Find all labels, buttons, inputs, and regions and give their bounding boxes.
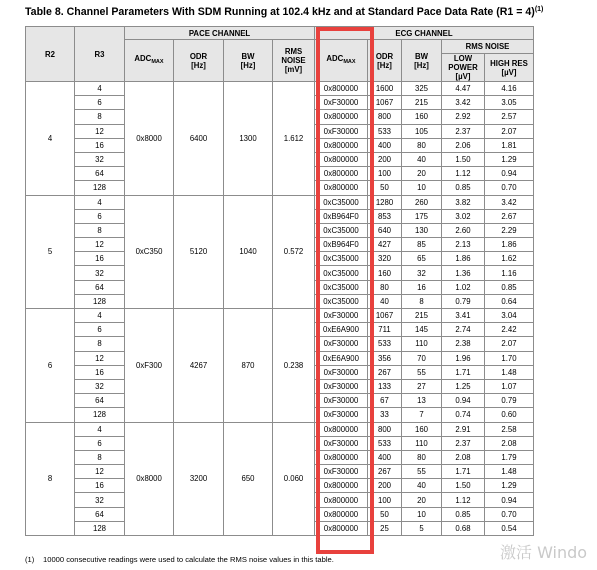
ecg-adc-cell: 0xF30000	[315, 337, 368, 351]
ecg-bw-cell: 215	[402, 96, 442, 110]
ecg-bw-cell: 55	[402, 465, 442, 479]
ecg-odr-cell: 25	[368, 521, 402, 535]
ecg-bw-cell: 10	[402, 507, 442, 521]
header-ecg-odr: ODR [Hz]	[368, 40, 402, 82]
pace-rms-noise-cell: 0.572	[273, 195, 315, 309]
footnote-number: (1)	[25, 555, 35, 564]
ecg-adc-cell: 0x800000	[315, 450, 368, 464]
pace-bw-cell: 1040	[224, 195, 273, 309]
pace-bw-cell: 650	[224, 422, 273, 536]
ecg-adc-cell: 0xC35000	[315, 223, 368, 237]
low-power-noise-cell: 0.85	[442, 507, 485, 521]
low-power-noise-cell: 2.38	[442, 337, 485, 351]
pace-odr-cell: 6400	[174, 82, 224, 196]
low-power-noise-cell: 1.86	[442, 252, 485, 266]
low-power-noise-cell: 2.91	[442, 422, 485, 436]
ecg-adc-cell: 0x800000	[315, 181, 368, 195]
low-power-noise-cell: 0.74	[442, 408, 485, 422]
r3-cell: 32	[75, 266, 125, 280]
r3-cell: 128	[75, 521, 125, 535]
ecg-adc-cell: 0xC35000	[315, 294, 368, 308]
low-power-noise-cell: 3.42	[442, 96, 485, 110]
low-power-noise-cell: 1.25	[442, 379, 485, 393]
ecg-odr-cell: 50	[368, 181, 402, 195]
pace-bw-cell: 870	[224, 309, 273, 423]
r2-cell: 6	[26, 309, 75, 423]
ecg-adc-cell: 0xF30000	[315, 394, 368, 408]
low-power-noise-cell: 2.08	[442, 450, 485, 464]
r3-cell: 32	[75, 152, 125, 166]
ecg-adc-cell: 0x800000	[315, 152, 368, 166]
ecg-adc-cell: 0xC35000	[315, 195, 368, 209]
ecg-adc-cell: 0xF30000	[315, 96, 368, 110]
high-res-noise-cell: 0.70	[485, 181, 534, 195]
high-res-noise-cell: 0.70	[485, 507, 534, 521]
header-r2: R2	[26, 27, 75, 82]
ecg-bw-cell: 80	[402, 450, 442, 464]
high-res-noise-cell: 1.62	[485, 252, 534, 266]
low-power-noise-cell: 2.13	[442, 238, 485, 252]
ecg-bw-cell: 80	[402, 138, 442, 152]
low-power-noise-cell: 1.02	[442, 280, 485, 294]
low-power-noise-cell: 1.12	[442, 493, 485, 507]
header-ecg-adc: $ADC_{MAX}$	[315, 40, 368, 82]
low-power-noise-cell: 0.85	[442, 181, 485, 195]
low-power-noise-cell: 2.37	[442, 436, 485, 450]
high-res-noise-cell: 2.07	[485, 337, 534, 351]
ecg-bw-cell: 145	[402, 323, 442, 337]
header-high-res: HIGH RES [µV]	[485, 54, 534, 82]
pace-rms-noise-cell: 0.060	[273, 422, 315, 536]
ecg-bw-cell: 55	[402, 365, 442, 379]
r3-cell: 4	[75, 422, 125, 436]
ecg-odr-cell: 533	[368, 436, 402, 450]
ecg-odr-cell: 400	[368, 450, 402, 464]
ecg-adc-cell: 0x800000	[315, 110, 368, 124]
r3-cell: 6	[75, 323, 125, 337]
ecg-adc-cell: 0xE6A900	[315, 323, 368, 337]
pace-adc-cell: 0x8000	[125, 422, 174, 536]
pace-rms-noise-cell: 0.238	[273, 309, 315, 423]
pace-adc-cell: 0xC350	[125, 195, 174, 309]
ecg-bw-cell: 16	[402, 280, 442, 294]
r3-cell: 64	[75, 280, 125, 294]
ecg-bw-cell: 160	[402, 110, 442, 124]
ecg-odr-cell: 100	[368, 167, 402, 181]
footnote	[25, 555, 334, 564]
ecg-bw-cell: 20	[402, 493, 442, 507]
low-power-noise-cell: 1.50	[442, 152, 485, 166]
ecg-adc-cell: 0x800000	[315, 507, 368, 521]
ecg-bw-cell: 40	[402, 152, 442, 166]
pace-odr-cell: 5120	[174, 195, 224, 309]
high-res-noise-cell: 3.42	[485, 195, 534, 209]
ecg-bw-cell: 27	[402, 379, 442, 393]
ecg-adc-cell: 0x800000	[315, 422, 368, 436]
ecg-odr-cell: 33	[368, 408, 402, 422]
high-res-noise-cell: 2.07	[485, 124, 534, 138]
header-ecg-bw: BW [Hz]	[402, 40, 442, 82]
ecg-odr-cell: 133	[368, 379, 402, 393]
r3-cell: 32	[75, 493, 125, 507]
ecg-adc-cell: 0xF30000	[315, 436, 368, 450]
low-power-noise-cell: 2.37	[442, 124, 485, 138]
ecg-odr-cell: 427	[368, 238, 402, 252]
ecg-odr-cell: 800	[368, 110, 402, 124]
low-power-noise-cell: 3.82	[442, 195, 485, 209]
ecg-adc-cell: 0x800000	[315, 82, 368, 96]
high-res-noise-cell: 2.29	[485, 223, 534, 237]
low-power-noise-cell: 3.02	[442, 209, 485, 223]
ecg-adc-cell: 0x800000	[315, 479, 368, 493]
pace-odr-cell: 4267	[174, 309, 224, 423]
low-power-noise-cell: 0.68	[442, 521, 485, 535]
windows-activation-watermark: 激活 Windo	[500, 543, 588, 562]
ecg-odr-cell: 1067	[368, 96, 402, 110]
ecg-odr-cell: 200	[368, 152, 402, 166]
low-power-noise-cell: 2.92	[442, 110, 485, 124]
header-pace-odr: ODR [Hz]	[174, 40, 224, 82]
r3-cell: 12	[75, 124, 125, 138]
ecg-adc-cell: 0xC35000	[315, 280, 368, 294]
ecg-odr-cell: 67	[368, 394, 402, 408]
ecg-odr-cell: 533	[368, 124, 402, 138]
ecg-adc-cell: 0xF30000	[315, 379, 368, 393]
high-res-noise-cell: 2.57	[485, 110, 534, 124]
header-pace-adc: $ADC_{MAX}$	[125, 40, 174, 82]
ecg-adc-cell: 0x800000	[315, 167, 368, 181]
r3-cell: 6	[75, 436, 125, 450]
r3-cell: 8	[75, 337, 125, 351]
r3-cell: 12	[75, 465, 125, 479]
low-power-noise-cell: 1.50	[442, 479, 485, 493]
r3-cell: 16	[75, 365, 125, 379]
ecg-adc-cell: 0xF30000	[315, 124, 368, 138]
ecg-odr-cell: 800	[368, 422, 402, 436]
low-power-noise-cell: 1.12	[442, 167, 485, 181]
high-res-noise-cell: 0.54	[485, 521, 534, 535]
r3-cell: 128	[75, 408, 125, 422]
pace-adc-cell: 0xF300	[125, 309, 174, 423]
pace-odr-cell: 3200	[174, 422, 224, 536]
high-res-noise-cell: 0.94	[485, 493, 534, 507]
r2-cell: 5	[26, 195, 75, 309]
low-power-noise-cell: 0.94	[442, 394, 485, 408]
ecg-bw-cell: 175	[402, 209, 442, 223]
r3-cell: 64	[75, 394, 125, 408]
header-pace-bw: BW [Hz]	[224, 40, 273, 82]
ecg-bw-cell: 7	[402, 408, 442, 422]
header-r3: R3	[75, 27, 125, 82]
ecg-bw-cell: 32	[402, 266, 442, 280]
ecg-bw-cell: 20	[402, 167, 442, 181]
low-power-noise-cell: 2.74	[442, 323, 485, 337]
high-res-noise-cell: 1.70	[485, 351, 534, 365]
high-res-noise-cell: 1.86	[485, 238, 534, 252]
ecg-adc-cell: 0xE6A900	[315, 351, 368, 365]
low-power-noise-cell: 1.96	[442, 351, 485, 365]
ecg-odr-cell: 160	[368, 266, 402, 280]
r3-cell: 12	[75, 351, 125, 365]
low-power-noise-cell: 1.71	[442, 365, 485, 379]
table-title-text: Table 8. Channel Parameters With SDM Running at 102.4 kHz and at Standard Pace Data Rate (R1 = 4)	[25, 6, 535, 18]
pace-adc-cell: 0x8000	[125, 82, 174, 196]
high-res-noise-cell: 2.67	[485, 209, 534, 223]
header-rms-noise-group: RMS NOISE	[442, 40, 534, 54]
ecg-bw-cell: 65	[402, 252, 442, 266]
r3-cell: 16	[75, 138, 125, 152]
ecg-odr-cell: 80	[368, 280, 402, 294]
ecg-odr-cell: 400	[368, 138, 402, 152]
table-row	[26, 82, 534, 96]
high-res-noise-cell: 0.60	[485, 408, 534, 422]
low-power-noise-cell: 1.71	[442, 465, 485, 479]
ecg-adc-cell: 0x800000	[315, 138, 368, 152]
ecg-odr-cell: 640	[368, 223, 402, 237]
channel-parameters-table	[25, 26, 534, 536]
ecg-bw-cell: 105	[402, 124, 442, 138]
r3-cell: 8	[75, 223, 125, 237]
header-low-power: LOW POWER [µV]	[442, 54, 485, 82]
high-res-noise-cell: 2.58	[485, 422, 534, 436]
ecg-bw-cell: 110	[402, 436, 442, 450]
ecg-odr-cell: 1600	[368, 82, 402, 96]
ecg-adc-cell: 0xF30000	[315, 465, 368, 479]
high-res-noise-cell: 3.05	[485, 96, 534, 110]
r3-cell: 128	[75, 294, 125, 308]
ecg-bw-cell: 260	[402, 195, 442, 209]
r3-cell: 4	[75, 309, 125, 323]
low-power-noise-cell: 1.36	[442, 266, 485, 280]
high-res-noise-cell: 3.04	[485, 309, 534, 323]
ecg-odr-cell: 853	[368, 209, 402, 223]
title-footnote-mark: (1)	[534, 6, 544, 13]
ecg-bw-cell: 70	[402, 351, 442, 365]
footnote-text: 10000 consecutive readings were used to calculate the RMS noise values in this table.	[43, 555, 334, 564]
ecg-bw-cell: 10	[402, 181, 442, 195]
r3-cell: 6	[75, 96, 125, 110]
ecg-odr-cell: 1067	[368, 309, 402, 323]
low-power-noise-cell: 2.60	[442, 223, 485, 237]
high-res-noise-cell: 1.07	[485, 379, 534, 393]
high-res-noise-cell: 1.48	[485, 465, 534, 479]
ecg-adc-cell: 0x800000	[315, 493, 368, 507]
ecg-odr-cell: 711	[368, 323, 402, 337]
table-row	[26, 422, 534, 436]
header-ecg-channel: ECG CHANNEL	[315, 27, 534, 40]
ecg-odr-cell: 50	[368, 507, 402, 521]
ecg-odr-cell: 533	[368, 337, 402, 351]
ecg-bw-cell: 215	[402, 309, 442, 323]
high-res-noise-cell: 1.81	[485, 138, 534, 152]
high-res-noise-cell: 1.29	[485, 479, 534, 493]
ecg-odr-cell: 267	[368, 465, 402, 479]
ecg-bw-cell: 130	[402, 223, 442, 237]
ecg-adc-cell: 0xB964F0	[315, 209, 368, 223]
table-row	[26, 195, 534, 209]
ecg-bw-cell: 85	[402, 238, 442, 252]
high-res-noise-cell: 2.08	[485, 436, 534, 450]
low-power-noise-cell: 4.47	[442, 82, 485, 96]
ecg-odr-cell: 1280	[368, 195, 402, 209]
ecg-bw-cell: 110	[402, 337, 442, 351]
table-title	[25, 6, 543, 18]
high-res-noise-cell: 0.85	[485, 280, 534, 294]
ecg-adc-cell: 0xF30000	[315, 309, 368, 323]
r3-cell: 128	[75, 181, 125, 195]
r3-cell: 8	[75, 110, 125, 124]
r2-cell: 8	[26, 422, 75, 536]
high-res-noise-cell: 0.94	[485, 167, 534, 181]
r3-cell: 4	[75, 195, 125, 209]
ecg-bw-cell: 40	[402, 479, 442, 493]
ecg-bw-cell: 325	[402, 82, 442, 96]
high-res-noise-cell: 1.16	[485, 266, 534, 280]
pace-bw-cell: 1300	[224, 82, 273, 196]
r3-cell: 6	[75, 209, 125, 223]
r3-cell: 64	[75, 167, 125, 181]
ecg-odr-cell: 267	[368, 365, 402, 379]
high-res-noise-cell: 2.42	[485, 323, 534, 337]
r2-cell: 4	[26, 82, 75, 196]
ecg-bw-cell: 160	[402, 422, 442, 436]
high-res-noise-cell: 1.48	[485, 365, 534, 379]
r3-cell: 32	[75, 379, 125, 393]
r3-cell: 12	[75, 238, 125, 252]
table-body	[26, 82, 534, 536]
pace-rms-noise-cell: 1.612	[273, 82, 315, 196]
high-res-noise-cell: 4.16	[485, 82, 534, 96]
ecg-odr-cell: 356	[368, 351, 402, 365]
ecg-adc-cell: 0xC35000	[315, 266, 368, 280]
low-power-noise-cell: 2.06	[442, 138, 485, 152]
header-pace-rms-noise: RMS NOISE [mV]	[273, 40, 315, 82]
ecg-adc-cell: 0xF30000	[315, 408, 368, 422]
high-res-noise-cell: 1.79	[485, 450, 534, 464]
low-power-noise-cell: 0.79	[442, 294, 485, 308]
high-res-noise-cell: 1.29	[485, 152, 534, 166]
ecg-odr-cell: 320	[368, 252, 402, 266]
header-pace-channel: PACE CHANNEL	[125, 27, 315, 40]
ecg-odr-cell: 100	[368, 493, 402, 507]
ecg-adc-cell: 0x800000	[315, 521, 368, 535]
r3-cell: 8	[75, 450, 125, 464]
r3-cell: 16	[75, 479, 125, 493]
table-row	[26, 309, 534, 323]
high-res-noise-cell: 0.79	[485, 394, 534, 408]
r3-cell: 64	[75, 507, 125, 521]
ecg-bw-cell: 13	[402, 394, 442, 408]
low-power-noise-cell: 3.41	[442, 309, 485, 323]
ecg-bw-cell: 5	[402, 521, 442, 535]
ecg-adc-cell: 0xB964F0	[315, 238, 368, 252]
high-res-noise-cell: 0.64	[485, 294, 534, 308]
ecg-adc-cell: 0xC35000	[315, 252, 368, 266]
r3-cell: 16	[75, 252, 125, 266]
r3-cell: 4	[75, 82, 125, 96]
ecg-odr-cell: 200	[368, 479, 402, 493]
ecg-bw-cell: 8	[402, 294, 442, 308]
ecg-odr-cell: 40	[368, 294, 402, 308]
ecg-adc-cell: 0xF30000	[315, 365, 368, 379]
